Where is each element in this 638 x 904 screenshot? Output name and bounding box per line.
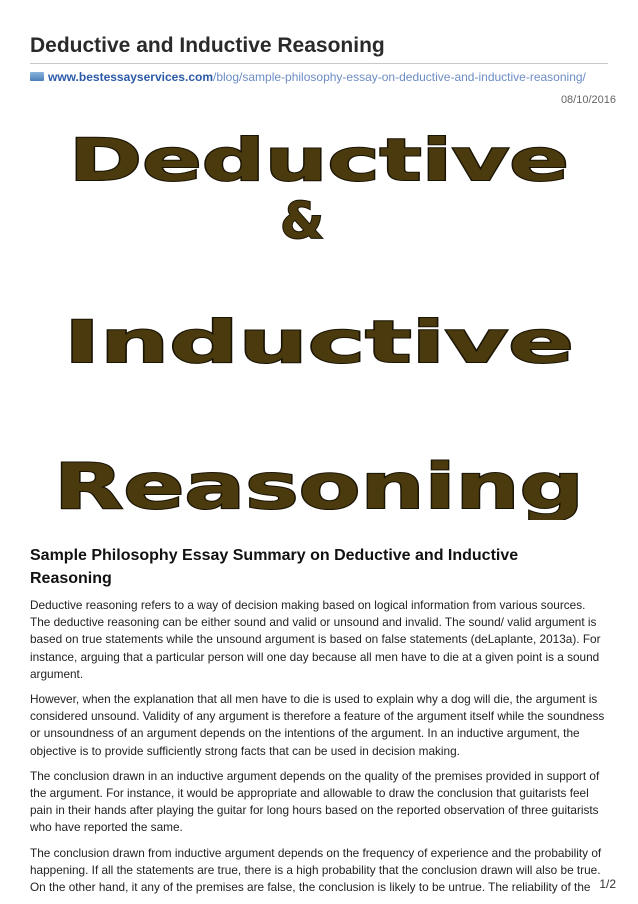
page-title: Deductive and Inductive Reasoning: [30, 34, 385, 57]
page-number: 1/2: [599, 877, 616, 891]
article-body: [30, 597, 608, 904]
link-icon: [30, 72, 44, 81]
article-heading: Sample Philosophy Essay Summary on Deductive and Inductive Reasoning: [30, 547, 519, 587]
source-url[interactable]: [30, 70, 586, 84]
paragraph: Deductive reasoning refers to a way of decision making based on logical information from various sources. The deductive reasoning can be either sound and valid or unsound and invalid. The sound/ valid argument is based on true statements while the unsound argument is based on false statements (deLaplante, 2013a). For instance, arguing that a particular person will one day because all men have to die at a given point is a sound argument.: [30, 598, 601, 681]
paragraph: The conclusion drawn from inductive argument depends on the frequency of experience and the probability of happening. If all the statements are true, there is a high probability that the conclusion drawn will also be true. On the other hand, it any of the premises are false, the conclusion is likely to be untrue. The reliability of the: [30, 845, 602, 895]
hero-line-ampersand: &: [280, 192, 324, 250]
paragraph: However, when the explanation that all men have to die is used to explain why a dog will die, the argument is considered unsound. Validity of any argument is therefore a feature of the argument itself while the soundness or unsoundness of an argument depends on the intentions of the argument. In an inductive argument, the objective is to provide sufficiently strong facts that can be used in decision making.: [30, 692, 605, 758]
hero-line-reasoning: Reasoning: [54, 450, 584, 520]
url-path[interactable]: /blog/sample-philosophy-essay-on-deductive-and-inductive-reasoning/: [213, 70, 586, 84]
publish-date: 08/10/2016: [560, 94, 616, 106]
hero-line-deductive: Deductive: [69, 126, 569, 194]
hero-line-inductive: Inductive: [64, 308, 574, 376]
hero-title-image: [30, 110, 608, 520]
paragraph: The conclusion drawn in an inductive argument depends on the quality of the premises provided in support of the argument. For instance, it would be appropriate and allowable to draw the conclusion that guitarists feel pain in their hands after playing the guitar for long hours based on the reported observation of three guitarists who have reported the same.: [30, 768, 600, 835]
url-domain[interactable]: www.bestessayservices.com: [48, 70, 213, 84]
title-divider: [30, 63, 608, 64]
